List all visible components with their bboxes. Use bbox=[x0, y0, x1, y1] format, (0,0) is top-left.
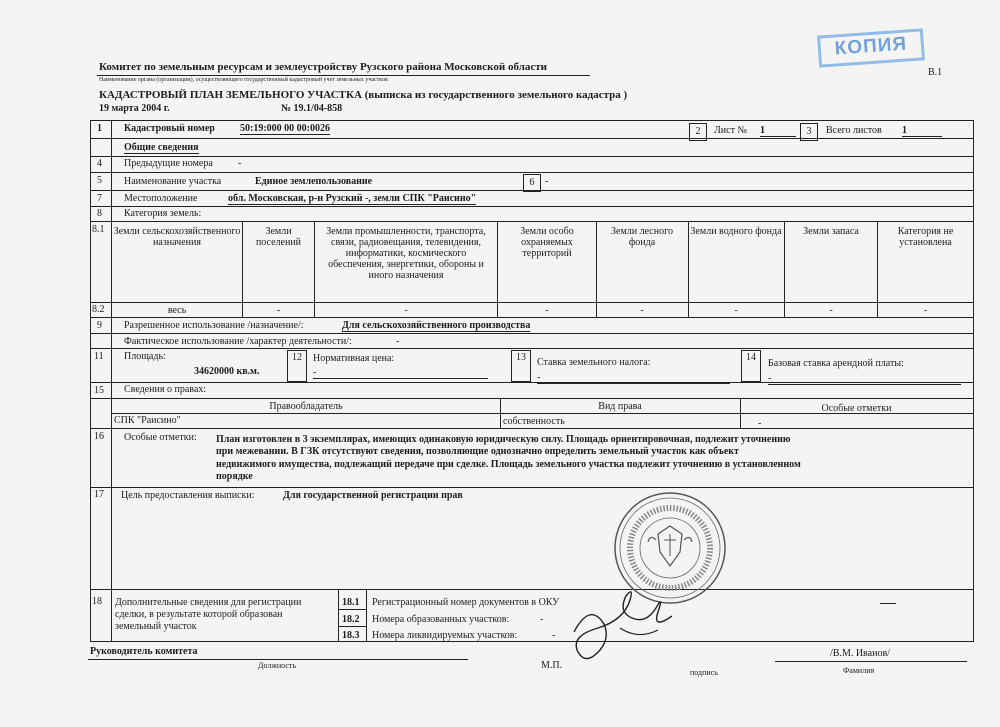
liquidated-parcels-label: Номера ликвидируемых участков: bbox=[372, 630, 518, 641]
row-line bbox=[90, 398, 974, 399]
field-12-box: 12 bbox=[287, 350, 307, 382]
row-number: 17 bbox=[94, 489, 104, 500]
frame-right bbox=[973, 120, 974, 642]
location-label: Местоположение bbox=[124, 193, 198, 204]
total-sheets-label: Всего листов bbox=[826, 125, 882, 136]
sheet-number-box: 2 bbox=[689, 123, 707, 141]
column-line bbox=[338, 589, 339, 641]
rent-rate-value: - bbox=[768, 373, 961, 385]
area-value: 34620000 кв.м. bbox=[194, 366, 260, 377]
column-line bbox=[366, 589, 367, 641]
value-agricultural: весь bbox=[167, 305, 187, 316]
value-protected: - bbox=[545, 305, 549, 316]
permitted-use-label: Разрешенное использование /назначение/: bbox=[124, 320, 304, 331]
row-line bbox=[338, 626, 367, 627]
column-line bbox=[784, 221, 785, 317]
additional-info-label: земельный участок bbox=[115, 621, 197, 632]
right-type-header: Вид права bbox=[598, 401, 642, 412]
row-number: 9 bbox=[97, 320, 102, 331]
row-number: 4 bbox=[97, 158, 102, 169]
document-title: КАДАСТРОВЫЙ ПЛАН ЗЕМЕЛЬНОГО УЧАСТКА (выписка из государственного земельного кадастра ) bbox=[99, 89, 628, 101]
purpose-label: Цель предоставления выписки: bbox=[121, 490, 255, 501]
surname-caption: Фамилия bbox=[843, 666, 875, 675]
sheet-value: 1 bbox=[760, 125, 796, 137]
parcel-name-value: Единое землепользование bbox=[255, 176, 373, 187]
row-line bbox=[90, 206, 974, 207]
document-date: 19 марта 2004 г. bbox=[99, 103, 170, 114]
category-forest: Земли лесного фонда bbox=[611, 226, 673, 248]
dash-mark bbox=[880, 603, 896, 604]
field-13-box: 13 bbox=[511, 350, 531, 382]
actual-use-label: Фактическое использование /характер деятельности/: bbox=[124, 336, 352, 347]
row-number: 16 bbox=[94, 431, 104, 442]
row-line bbox=[90, 156, 974, 157]
total-sheets-box: 3 bbox=[800, 123, 818, 141]
frame-top bbox=[90, 120, 974, 121]
field-18-1-number: 18.1 bbox=[342, 597, 360, 608]
field-18-2-number: 18.2 bbox=[342, 614, 360, 625]
row-number: 1 bbox=[97, 123, 102, 134]
land-tax-label: Ставка земельного налога: bbox=[537, 357, 651, 368]
general-info-heading: Общие сведения bbox=[124, 142, 199, 153]
head-name: /В.М. Иванов/ bbox=[830, 648, 890, 659]
special-marks-line: при межевании. В ГЗК отсутствуют сведения, позволяющие однозначно определить земельный участок как объект bbox=[216, 446, 739, 457]
right-type-value: собственность bbox=[503, 416, 565, 427]
row-line bbox=[90, 172, 974, 173]
field-14-box: 14 bbox=[741, 350, 761, 382]
number-column-line bbox=[111, 120, 112, 641]
row-number: 11 bbox=[94, 351, 104, 362]
special-notes-header: Особые отметки bbox=[821, 403, 892, 414]
row-number: 8.1 bbox=[92, 224, 105, 235]
committee-name: Комитет по земельным ресурсам и землеустройству Рузского района Московской области bbox=[99, 61, 547, 73]
row-number: 8 bbox=[97, 208, 102, 219]
value-industry: - bbox=[404, 305, 408, 316]
signature-icon bbox=[560, 572, 690, 668]
name-underline bbox=[775, 661, 967, 662]
signature-caption: подпись bbox=[690, 668, 718, 677]
permitted-use-value: Для сельскохозяйственного производства bbox=[342, 320, 531, 331]
committee-underline bbox=[97, 75, 590, 76]
row-line bbox=[90, 348, 974, 349]
column-line bbox=[596, 221, 597, 317]
special-marks-line: недвижимого имущества, подлежащий передаче при сделке. Площадь земельного участка подлежит уточнению в установленном bbox=[216, 459, 801, 470]
sheet-label: Лист № bbox=[714, 125, 747, 136]
form-code: В.1 bbox=[928, 67, 943, 78]
value-water: - bbox=[734, 305, 738, 316]
field-18-3-number: 18.3 bbox=[342, 630, 360, 641]
position-underline bbox=[88, 659, 468, 660]
liquidated-parcels-value: - bbox=[552, 630, 556, 641]
rights-holder-header: Правообладатель bbox=[269, 401, 343, 412]
registration-docs-label: Регистрационный номер документов в ОКУ bbox=[372, 597, 560, 608]
row-line bbox=[90, 317, 974, 318]
category-protected: Земли особо охраняемых территорий bbox=[520, 226, 574, 259]
cadastral-number-label: Кадастровый номер bbox=[124, 123, 215, 134]
head-position: Руководитель комитета bbox=[90, 646, 198, 657]
position-caption: Должность bbox=[258, 661, 297, 670]
column-line bbox=[314, 221, 315, 317]
copy-stamp: КОПИЯ bbox=[817, 28, 925, 67]
category-settlements: Земли поселений bbox=[255, 226, 302, 248]
category-undefined: Категория не установлена bbox=[897, 226, 954, 248]
document-number: № 19.1/04-858 bbox=[281, 103, 343, 114]
row-number: 5 bbox=[97, 175, 102, 186]
rights-holder-value: СПК "Раисино" bbox=[114, 415, 181, 426]
field-6-value: - bbox=[545, 176, 549, 187]
actual-use-value: - bbox=[396, 336, 400, 347]
special-marks-label: Особые отметки: bbox=[124, 432, 197, 443]
additional-info-label: Дополнительные сведения для регистрации bbox=[115, 597, 302, 608]
row-line bbox=[338, 609, 367, 610]
category-industry: Земли промышленности, транспорта, связи, радиовещания, телевидения, информатики, космического обеспечения, энергетики, обороны и иного назначения bbox=[326, 226, 486, 281]
total-sheets-value: 1 bbox=[902, 125, 942, 137]
normative-price-label: Нормативная цена: bbox=[313, 353, 395, 364]
land-category-label: Категория земель: bbox=[124, 208, 202, 219]
area-label: Площадь: bbox=[124, 351, 166, 362]
frame-bottom bbox=[90, 641, 974, 642]
location-value: обл. Московская, р-н Рузский -, земли СПК "Раисино" bbox=[228, 193, 477, 204]
rent-rate-label: Базовая ставка арендной платы: bbox=[768, 358, 904, 369]
value-undefined: - bbox=[923, 305, 928, 316]
cadastral-number-value: 50:19:000 00 00:0026 bbox=[240, 123, 330, 134]
special-marks-line: План изготовлен в 3 экземплярах, имеющих одинаковую юридическую силу. Площадь ориентировочная, подлежит уточнению bbox=[216, 434, 791, 445]
row-line bbox=[90, 302, 974, 303]
rights-label: Сведения о правах: bbox=[124, 384, 207, 395]
land-tax-value: - bbox=[537, 372, 730, 384]
value-settlements: - bbox=[276, 305, 281, 316]
row-line bbox=[90, 333, 974, 334]
category-water: Земли водного фонда bbox=[690, 226, 782, 237]
special-marks-line: порядке bbox=[216, 471, 253, 482]
frame-left bbox=[90, 120, 91, 642]
special-notes-value: - bbox=[758, 418, 762, 429]
normative-price-value: - bbox=[313, 367, 488, 379]
value-reserve: - bbox=[829, 305, 833, 316]
seal-place-label: М.П. bbox=[541, 660, 563, 671]
column-line bbox=[688, 221, 689, 317]
row-line bbox=[90, 138, 974, 139]
previous-numbers-value: - bbox=[238, 158, 242, 169]
category-reserve: Земли запаса bbox=[803, 226, 859, 237]
row-number: 15 bbox=[94, 385, 104, 396]
purpose-value: Для государственной регистрации прав bbox=[283, 490, 463, 501]
row-line bbox=[90, 428, 974, 429]
row-number: 18 bbox=[92, 596, 102, 607]
value-forest: - bbox=[640, 305, 644, 316]
row-line bbox=[90, 487, 974, 488]
org-caption: Наименование органа (организации), осуществляющего государственный кадастровый учет земельных участков bbox=[99, 77, 388, 83]
row-number: 8.2 bbox=[92, 304, 105, 315]
field-6-box: 6 bbox=[523, 174, 541, 192]
row-number: 7 bbox=[97, 193, 102, 204]
formed-parcels-label: Номера образованных участков: bbox=[372, 614, 510, 625]
parcel-name-label: Наименование участка bbox=[124, 176, 222, 187]
category-agricultural: Земли сельскохозяйственного назначения bbox=[113, 226, 241, 248]
formed-parcels-value: - bbox=[540, 614, 544, 625]
row-line bbox=[90, 221, 974, 222]
previous-numbers-label: Предыдущие номера bbox=[124, 158, 213, 169]
additional-info-label: сделки, в результате которой образован bbox=[115, 609, 283, 620]
row-line bbox=[90, 589, 974, 590]
